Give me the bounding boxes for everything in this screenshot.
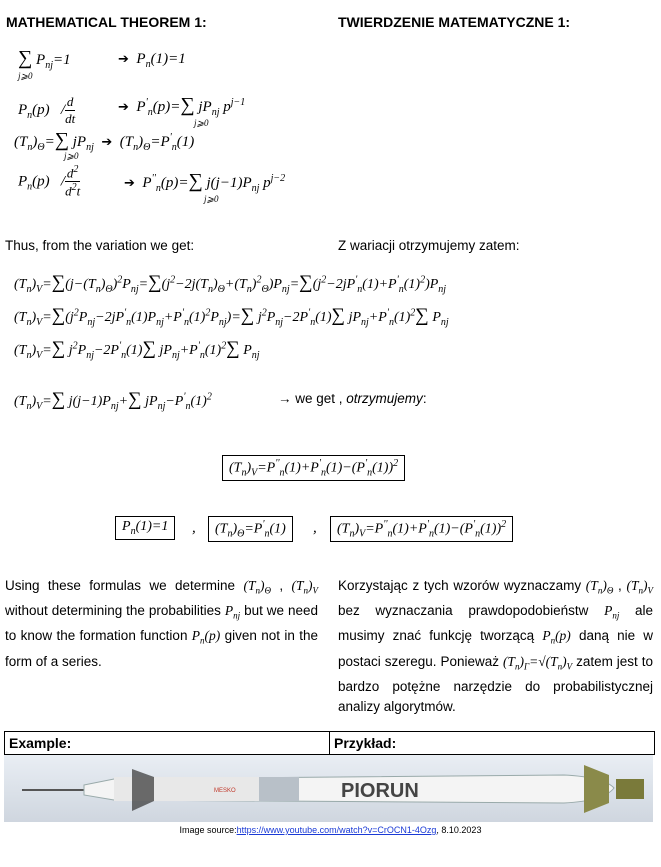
boxed-variance: $(T_n)_V=P''_n(1)+P'_n(1)-(P'_n(1))^2$ (330, 516, 513, 542)
we-get-label: → we get , otrzymujemy: (278, 391, 427, 406)
variance-eq-4: $(T_n)_V=\sum$ $j(j-1)P_{nj}+\sum$ $jP_{nj}-P'_n(1)^2$ (14, 389, 212, 412)
missile-label: PIORUN (341, 780, 419, 802)
comma-1: , (192, 520, 196, 536)
missile-band (259, 777, 299, 801)
paragraph-en: Using these formulas we determine $(T_n)_\Theta$ , $(T_n)_V$ without determining the probabilities $P_{nj}$ but we need to know the formation function $P_n(p)$ given not in the form of a series. (5, 578, 318, 669)
missile-canard (132, 769, 154, 811)
comma-2: , (313, 520, 317, 536)
title-en: MATHEMATICAL THEOREM 1: (6, 14, 207, 30)
formula-sum-p: ∑ $P_{nj}=1$ j⩾0 (18, 47, 71, 81)
example-cell-en: Example: (9, 735, 72, 751)
missile-photo (4, 755, 653, 822)
missile-illustration (4, 755, 653, 822)
title-pl: TWIERDZENIE MATEMATYCZNE 1: (338, 14, 571, 30)
boxed-variance-main: $(T_n)_V=P''_n(1)+P'_n(1)-(P'_n(1))^2$ (222, 455, 405, 481)
image-source-link[interactable]: https://www.youtube.com/watch?v=CrOCN1-4Ozg (236, 825, 437, 835)
variance-eq-1: $(T_n)_V=\sum(j-(T_n)_\Theta)^2P_{nj}=\sum(j^2-2j(T_n)_\Theta+(T_n)^2_\Theta)P_{nj}=\sum(j^2-2jP'_n(1)+P'_n(1)^2)P_{nj}$ (14, 272, 447, 295)
example-table (4, 731, 655, 755)
missile-nozzle (616, 779, 644, 799)
variance-eq-3: $(T_n)_V=\sum$ $j^2P_{nj}-2P'_n(1)\sum$ $jP_{nj}+P'_n(1)^2\sum$ $P_{nj}$ (14, 338, 260, 361)
result-pn1: ➔ $P_n(1)=1$ (118, 51, 186, 70)
boxed-pn1: $P_n(1)=1$ (115, 516, 175, 540)
variation-en: Thus, from the variation we get: (5, 238, 195, 253)
example-cell-pl: Przykład: (329, 732, 654, 754)
result-second-deriv: ➔ $P''_n(p)=\sum$ $j(j-1)P_{nj}$ $p^{j-2}$ j⩾0 (124, 170, 286, 204)
boxed-theta: $(T_n)_\Theta=P'_n(1)$ (208, 516, 293, 542)
missile-brand: MESKO (214, 788, 236, 794)
variation-pl: Z wariacji otrzymujemy zatem: (338, 238, 520, 253)
missile-tail-fin (584, 765, 609, 813)
formula-second-deriv: $P_n(p)$ / $\frac{d^2}{d^2t}$ (18, 164, 81, 199)
formula-deriv: $P_n(p)$ / $\frac{d}{dt}$ (18, 94, 76, 126)
image-caption: Image source:https://www.youtube.com/watch?v=CrOCN1-4Ozg, 8.10.2023 (179, 825, 482, 835)
formula-theta: $(T_n)_\Theta=\sum$ $jP_{nj}$ ➔ $(T_n)_\Theta=P'_n(1)$ j⩾0 (14, 129, 195, 161)
paragraph-pl: Korzystając z tych wzorów wyznaczamy $(T_n)_\Theta$ , $(T_n)_V$ bez wyznaczania prawdopodobieństw $P_{nj}$ ale musimy znać funkcję tworzącą $P_n(p)$ daną nie w postaci szeregu. Ponieważ $(T_n)_\Gamma=√(T_n)_V$ zatem jest to bardzo potężne narzędzie do probabilistycznej analizy algorytmów. (338, 578, 653, 715)
result-deriv: ➔ $P'_n(p)=\sum$ $jP_{nj}$ $p^{j-1}$ j⩾0 (118, 94, 246, 128)
variance-eq-2: $(T_n)_V=\sum(j^2P_{nj}-2jP'_n(1)P_{nj}+P'_n(1)^2P_{nj})=\sum$ $j^2P_{nj}-2P'_n(1)\sum$ $jP_{nj}+P'_n(1)^2\sum$ $P_{nj}$ (14, 305, 449, 328)
